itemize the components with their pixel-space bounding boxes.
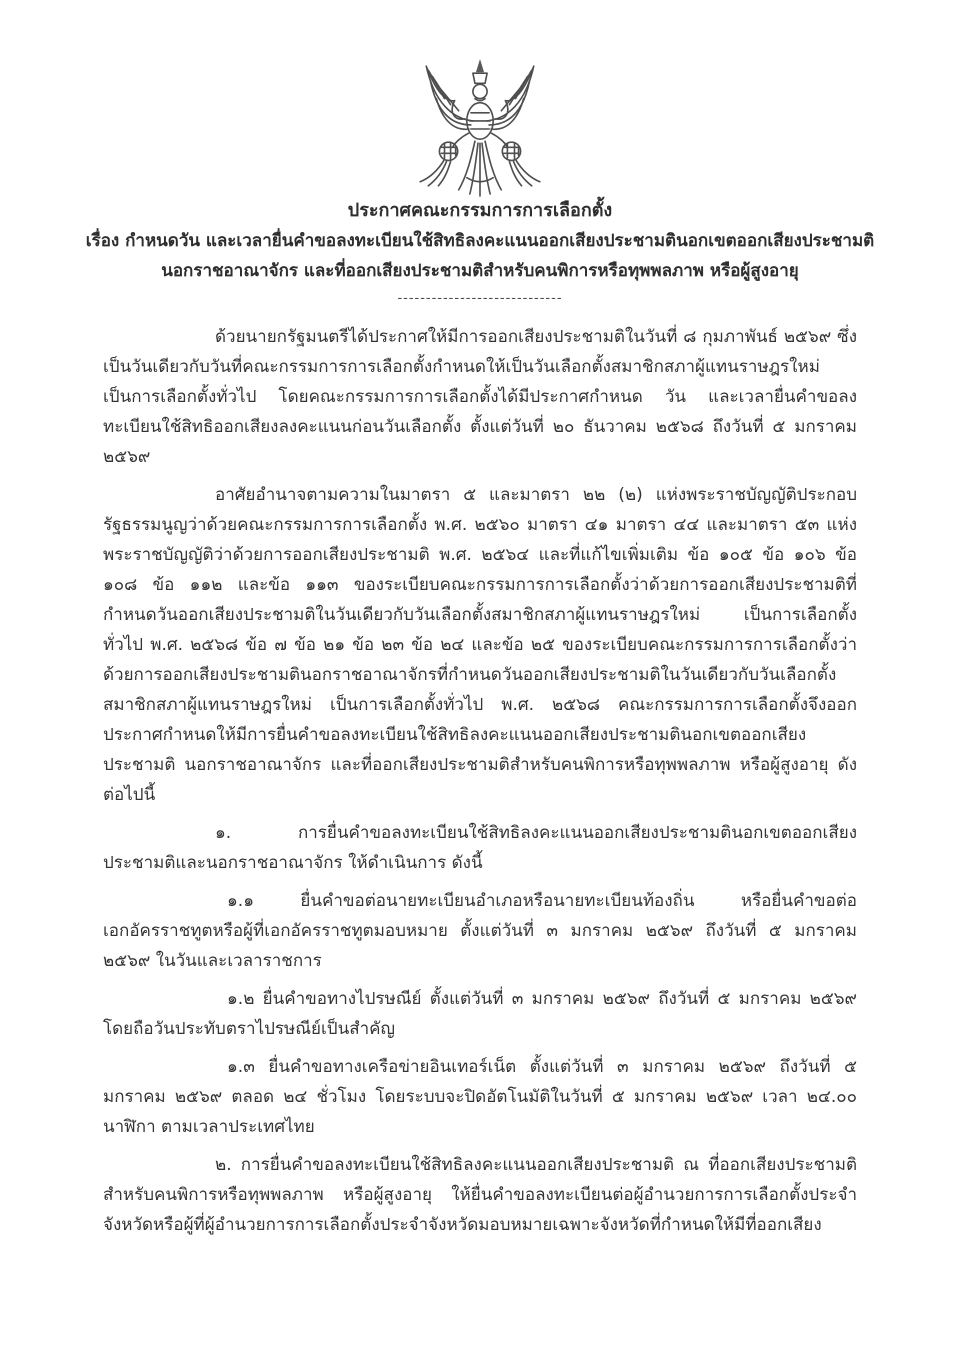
paragraph-item-1-3: ๑.๓ ยื่นคำขอทางเครือข่ายอินเทอร์เน็ต ตั้งแต่วันที่ ๓ มกราคม ๒๕๖๙ ถึงวันที่ ๕ มกราคม ๒๕๖๙ ตลอด ๒๔ ชั่วโมง โดยระบบจะปิดอัตโนมัติในวันที่ ๕ มกราคม ๒๕๖๙ เวลา ๒๔.๐๐ นาฬิกา ตามเวลาประเทศไทย [103,1057,857,1137]
paragraph-item-1-2: ๑.๒ ยื่นคำขอทางไปรษณีย์ ตั้งแต่วันที่ ๓ มกราคม ๒๕๖๙ ถึงวันที่ ๕ มกราคม ๒๕๖๙ โดยถือวันประทับตราไปรษณีย์เป็นสำคัญ [103,989,857,1039]
document-title: ประกาศคณะกรรมการการเลือกตั้ง [347,200,613,221]
paragraph-item-2: ๒. การยื่นคำขอลงทะเบียนใช้สิทธิลงคะแนนออกเสียงประชามติ ณ ที่ออกเสียงประชามติสำหรับคนพิการหรือทุพพลภาพ หรือผู้สูงอายุ ให้ยื่นคำขอลงทะเบียนต่อผู้อำนวยการการเลือกตั้งประจำจังหวัดหรือผู้ที่ผู้อำนวยการการเลือกตั้งประจำจังหวัดมอบหมายเฉพาะจังหวัดที่กำหนดให้มีที่ออกเสียง [103,1155,857,1235]
subject-line-2: นอกราชอาณาจักร และที่ออกเสียงประชามติสำหรับคนพิการหรือทุพพลภาพ หรือผู้สูงอายุ [161,261,799,281]
document-body [103,322,857,1248]
garuda-emblem [0,58,960,200]
paragraph-item-1-1: ๑.๑ ยื่นคำขอต่อนายทะเบียนอำเภอหรือนายทะเบียนท้องถิ่น หรือยื่นคำขอต่อเอกอัครราชทูตหรือผู้ที่เอกอัครราชทูตมอบหมาย ตั้งแต่วันที่ ๓ มกราคม ๒๕๖๙ ถึงวันที่ ๕ มกราคม ๒๕๖๙ ในวันและเวลาราชการ [103,891,857,971]
paragraph-preamble: ด้วยนายกรัฐมนตรีได้ประกาศให้มีการออกเสียงประชามติในวันที่ ๘ กุมภาพันธ์ ๒๕๖๙ ซึ่งเป็นวันเดียวกับวันที่คณะกรรมการการเลือกตั้งกำหนดให้เป็นวันเลือกตั้งสมาชิกสภาผู้แทนราษฎรใหม่ เป็นการเลือกตั้งทั่วไป โดยคณะกรรมการการเลือกตั้งได้มีประกาศกำหนด วัน และเวลายื่นคำขอลงทะเบียนใช้สิทธิออกเสียงลงคะแนนก่อนวันเลือกตั้ง ตั้งแต่วันที่ ๒๐ ธันวาคม ๒๕๖๘ ถึงวันที่ ๕ มกราคม ๒๕๖๙ [103,327,857,467]
subject-line-1: เรื่อง กำหนดวัน และเวลายื่นคำขอลงทะเบียนใช้สิทธิลงคะแนนออกเสียงประชามตินอกเขตออกเสียงประชามติ [85,231,875,251]
paragraph-legal-basis: อาศัยอำนาจตามความในมาตรา ๕ และมาตรา ๒๒ (๒) แห่งพระราชบัญญัติประกอบรัฐธรรมนูญว่าด้วยคณะกรรมการการเลือกตั้ง พ.ศ. ๒๕๖๐ มาตรา ๔๑ มาตรา ๔๔ และมาตรา ๕๓ แห่งพระราชบัญญัติว่าด้วยการออกเสียงประชามติ พ.ศ. ๒๕๖๔ และที่แก้ไขเพิ่มเติม ข้อ ๑๐๕ ข้อ ๑๐๖ ข้อ ๑๐๘ ข้อ ๑๑๒ และข้อ ๑๑๓ ของระเบียบคณะกรรมการการเลือกตั้งว่าด้วยการออกเสียงประชามติที่กำหนดวันออกเสียงประชามติในวันเดียวกับวันเลือกตั้งสมาชิกสภาผู้แทนราษฎรใหม่ เป็นการเลือกตั้งทั่วไป พ.ศ. ๒๕๖๘ ข้อ ๗ ข้อ ๒๑ ข้อ ๒๓ ข้อ ๒๔ และข้อ ๒๕ ของระเบียบคณะกรรมการการเลือกตั้งว่าด้วยการออกเสียงประชามตินอกราชอาณาจักรที่กำหนดวันออกเสียงประชามติในวันเดียวกับวันเลือกตั้งสมาชิกสภาผู้แทนราษฎรใหม่ เป็นการเลือกตั้งทั่วไป พ.ศ. ๒๕๖๘ คณะกรรมการการเลือกตั้งจึงออกประกาศกำหนดให้มีการยื่นคำขอลงทะเบียนใช้สิทธิลงคะแนนออกเสียงประชามตินอกเขตออกเสียงประชามติ นอกราชอาณาจักร และที่ออกเสียงประชามติสำหรับคนพิการหรือทุพพลภาพ หรือผู้สูงอายุ ดังต่อไปนี้ [103,485,857,805]
document-header [0,196,960,312]
paragraph-item-1: ๑. การยื่นคำขอลงทะเบียนใช้สิทธิลงคะแนนออกเสียงประชามตินอกเขตออกเสียงประชามติและนอกราชอาณาจักร ให้ดำเนินการ ดังนี้ [103,823,857,873]
garuda-emblem-graphic [414,58,546,200]
divider-dashes: ----------------------------- [397,291,563,306]
